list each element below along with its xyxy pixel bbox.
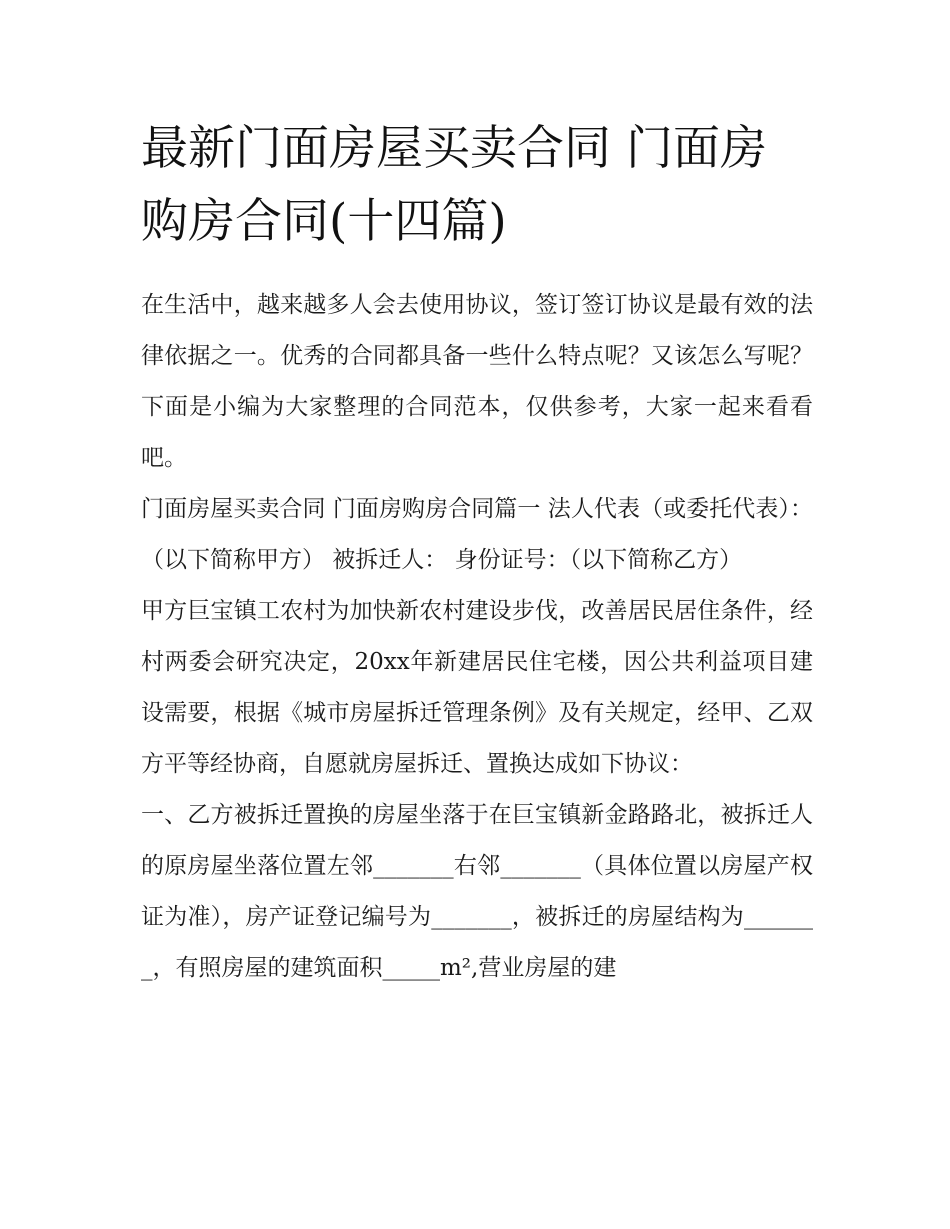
clause-one-paragraph: 一、乙方被拆迁置换的房屋坐落于在巨宝镇新金路路北，被拆迁人的原房屋坐落位置左邻_______右邻_______（具体位置以房屋产权证为准），房产证登记编号为_______，被拆迁的房屋结构为_______，有照房屋的建筑面积_____m²,营业房屋的建 — [141, 802, 813, 981]
document-page — [141, 112, 813, 994]
document-title: 最新门面房屋买卖合同 门面房购房合同(十四篇) — [141, 121, 767, 249]
contract-heading-paragraph: 门面房屋买卖合同 门面房购房合同篇一 法人代表（或委托代表）：（以下简称甲方） 被拆迁人： 身份证号：（以下简称乙方） — [141, 496, 813, 573]
intro-paragraph: 在生活中，越来越多人会去使用协议，签订签订协议是最有效的法律依据之一。优秀的合同都具备一些什么特点呢？又该怎么写呢？下面是小编为大家整理的合同范本，仅供参考，大家一起来看看吧。 — [141, 292, 813, 471]
document-body — [141, 280, 813, 994]
background-paragraph: 甲方巨宝镇工农村为加快新农村建设步伐，改善居民居住条件，经村两委会研究决定，20xx年新建居民住宅楼，因公共利益项目建设需要，根据《城市房屋拆迁管理条例》及有关规定，经甲、乙双方平等经协商，自愿就房屋拆迁、置换达成如下协议： — [141, 598, 813, 777]
